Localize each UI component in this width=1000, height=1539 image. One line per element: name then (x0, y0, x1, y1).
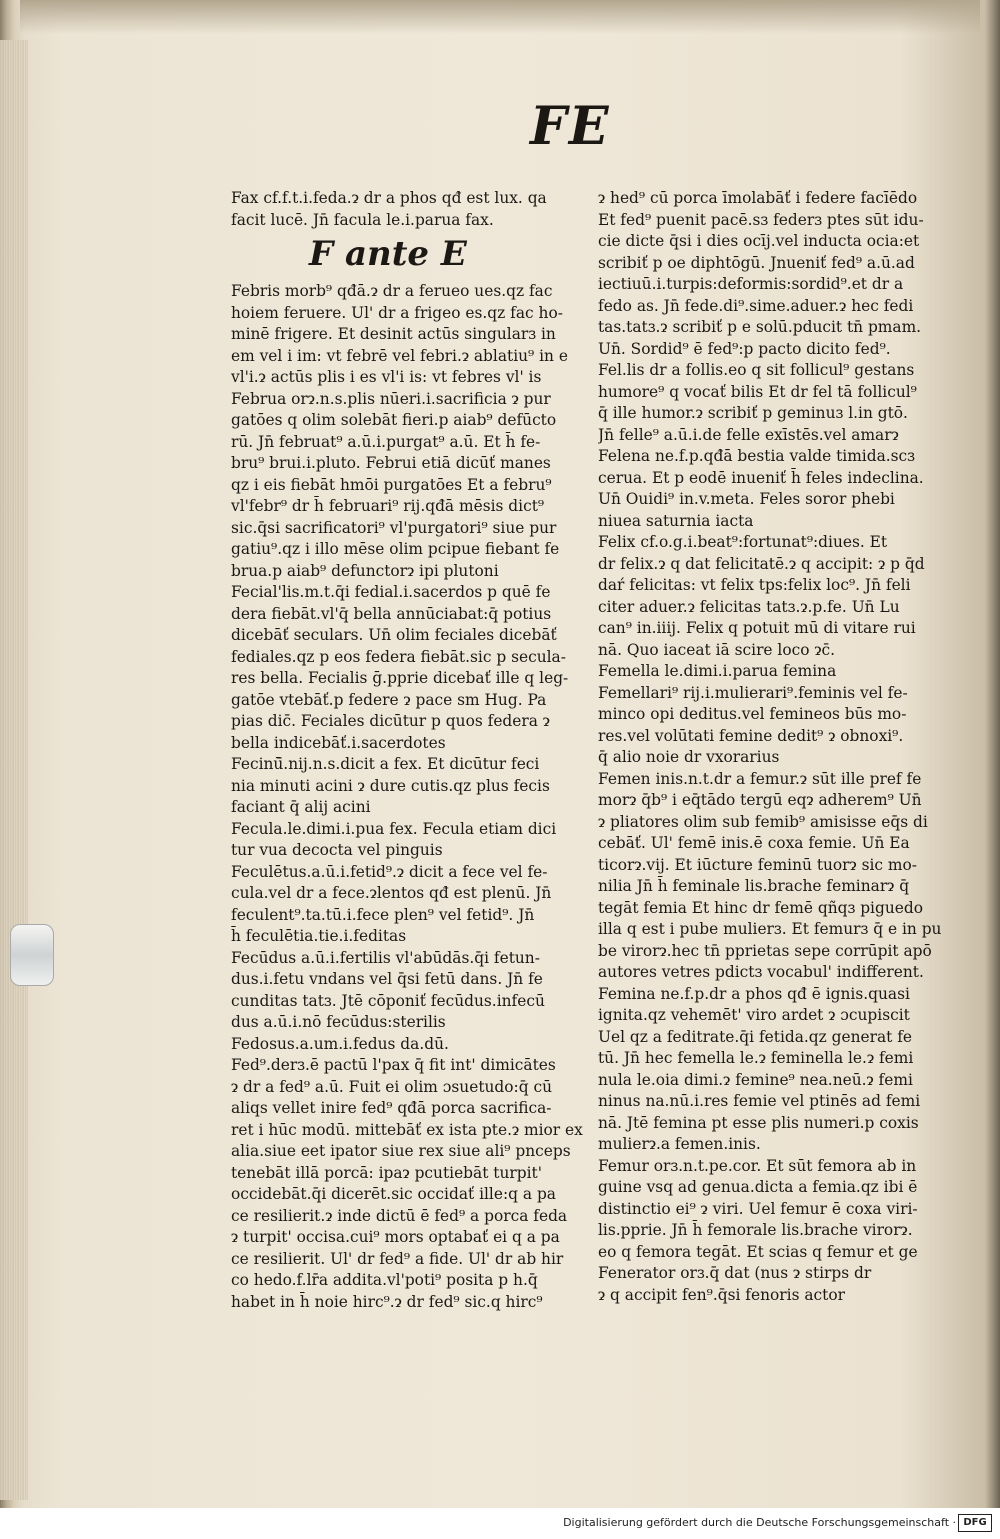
text-line: bella indicebāť.i.sacerdotes (231, 733, 446, 752)
text-line: dus.i.fetu vndans vel q̄si fetū dans. Jn̄ fe (231, 970, 543, 988)
book-clip (10, 924, 54, 986)
text-line: lis.pprie. Jn̄ h̄ femorale lis.brache virorɂ. (598, 1221, 913, 1239)
text-line: Fecūdus a.ū.i.fertilis vl'abūdās.q̄i fetun- (231, 948, 540, 967)
text-line: citer aduer.ɂ felicitas tatɜ.ɂ.p.fe. Un̄ Lu (598, 597, 900, 616)
text-line: ɂ q accipit fen⁹.q̄si fenoris actor (598, 1285, 845, 1304)
text-line: tur vua decocta vel pinguis (231, 841, 443, 859)
text-line: tas.tatɜ.ɂ scribiť p e solū.pducit tn̄ pmam. (598, 318, 922, 336)
left-column (231, 188, 593, 1313)
text-line: co hedo.f.lr̄a addita.vl'poti⁹ posita p h.q̄ (231, 1271, 538, 1289)
text-line: bru⁹ brui.i.pluto. Februi etiā dicūť manes (231, 454, 551, 472)
text-line: Feculētus.a.ū.i.fetid⁹.ɂ dicit a fece vel fe- (231, 862, 548, 881)
text-line: hoiem feruere. Ul' dr a frigeo es.qz fac ho- (231, 303, 563, 322)
text-line: aliqs vellet inire fed⁹ qđā porca sacrifica- (231, 1099, 552, 1117)
text-line: Fed⁹.derɜ.ē pactū l'pax q̄ fit int' dimicātes (231, 1056, 556, 1074)
text-line: illa q est i pube mulierɜ. Et femurɜ q̄ e in pu (598, 920, 942, 938)
text-line: feculent⁹.ta.tū.i.fece plen⁹ vel fetid⁹. Jn̄ (231, 905, 535, 924)
text-line: dera fiebāt.vl'q̄ bella annūciabat:q̄ potius (231, 604, 552, 623)
text-line: guine vsq ad genua.dicta a femia.qz ibi ē (598, 1178, 918, 1196)
text-line: em vel i im: vt febrē vel febri.ɂ ablatiu⁹ in e (231, 346, 568, 365)
text-line: Femur orɜ.n.t.pe.cor. Et sūt femora ab in (598, 1156, 917, 1175)
text-line: Fenerator orɜ.q̄ dat (nus ɂ stirps dr (598, 1264, 872, 1282)
text-line: gatōe vtebāť.p federe ɂ pace sm Hug. Pa (231, 690, 547, 709)
dfg-logo: DFG (958, 1514, 992, 1532)
text-line: dus a.ū.i.nō fecūdus:sterilis (231, 1013, 446, 1031)
text-line: brua.p aiab⁹ defunctorɂ ipi plutoni (231, 561, 499, 580)
text-line: ticorɂ.vij. Et iūcture feminū tuorɂ sic mo- (598, 855, 917, 874)
top-shadow (20, 0, 980, 34)
text-line: ret i hūc modū. mittebāť ex ista pte.ɂ mior ex (231, 1120, 583, 1139)
text-line: res.vel volūtati femine dedit⁹ ɂ obnoxi⁹. (598, 726, 904, 745)
text-line: facit lucē. Jn̄ facula le.i.parua fax. (231, 210, 494, 229)
text-line: Femina ne.f.p.dr a phos qđ ē ignis.quasi (598, 984, 910, 1003)
text-line: ɂ hed⁹ cū porca īmolabāť i federe facīēdo (598, 189, 918, 207)
text-line: Femen inis.n.t.dr a femur.ɂ sūt ille pref fe (598, 769, 922, 788)
text-line: mulierɂ.a femen.inis. (598, 1135, 761, 1153)
footer-bar (0, 1508, 1000, 1539)
text-line: Femellari⁹ rij.i.mulierari⁹.feminis vel fe- (598, 683, 908, 702)
text-line: faciant q̄ alij acini (231, 798, 371, 816)
text-line: Uel qz a feditrate.q̄i fetida.qz generat fe (598, 1027, 913, 1046)
text-line: res bella. Fecialis ḡ.pprie dicebať ille q leg- (231, 669, 569, 687)
text-line: pias dic̄. Feciales dicūtur p quos federa ɂ (231, 712, 550, 730)
text-line: cula.vel dr a fece.ɂlentos qđ est plenū. Jn̄ (231, 884, 552, 902)
section-heading: F ante E (309, 234, 467, 274)
text-line: eo q femora tegāt. Et scias q femur et ge (598, 1242, 918, 1261)
text-line: ignita.qz vehemēt' viro ardet ɂ ɔcupiscit (598, 1006, 910, 1024)
text-line: qz i eis fiebāt hmōi purgatōes Et a febru⁹ (231, 475, 552, 494)
text-line: Jn̄ felle⁹ a.ū.i.de felle exīstēs.vel amarɂ (598, 425, 899, 444)
text-line: nā. Jtē femina pt esse plis numeri.p coxis (598, 1113, 919, 1132)
text-line: gatiu⁹.qz i illo mēse olim pcipue fiebant fe (231, 540, 560, 558)
text-line: can⁹ in.iiij. Felix q potuit mū di vitare rui (598, 619, 916, 637)
text-line: cie dicte q̄si i dies ocīj.vel inducta ocia:et (598, 232, 920, 250)
text-line: ɂ dr a fed⁹ a.ū. Fuit ei olim ɔsuetudo:q̄ cū (231, 1077, 553, 1096)
text-line: Fecula.le.dimi.i.pua fex. Fecula etiam dici (231, 819, 557, 838)
text-line: Et fed⁹ puenit pacē.sɜ federɜ ptes sūt idu- (598, 210, 924, 229)
text-line: rū. Jn̄ februat⁹ a.ū.i.purgat⁹ a.ū. Et h̄ fe- (231, 432, 541, 451)
text-line: h̄ feculētia.tie.i.feditas (231, 927, 407, 945)
text-line: ninus na.nū.i.res femie vel ptinēs ad femi (598, 1092, 921, 1110)
text-line: dr felix.ɂ q dat felicitatē.ɂ q accipit: ɂ p q̄d (598, 554, 925, 573)
text-line: be virorɂ.hec tn̄ pprietas sepe corrūpit apō (598, 941, 932, 960)
text-line: tū. Jn̄ hec femella le.ɂ feminella le.ɂ femi (598, 1049, 914, 1067)
text-line: tegāt femia Et hinc dr femē qñqɜ piguedo (598, 898, 923, 917)
text-line: ɂ pliatores olim sub femib⁹ amisisse eq̄s di (598, 812, 928, 831)
text-line: q̄ alio noie dr vxorarius (598, 748, 780, 766)
text-line: Un̄. Sordid⁹ ē fed⁹:p pacto dicito fed⁹. (598, 339, 891, 358)
text-line: nula le.oia dimi.ɂ femine⁹ nea.neū.ɂ femi (598, 1070, 913, 1089)
text-line: Fax cf.f.t.i.feda.ɂ dr a phos qđ est lux. qa (231, 189, 547, 207)
text-line: vl'febr⁹ dr h̄ februari⁹ rij.qđā mēsis dict⁹ (231, 497, 545, 515)
text-line: Febris morb⁹ qđā.ɂ dr a ferueo ues.qz fac (231, 282, 553, 300)
text-line: Fel.lis dr a follis.eo q sit follicul⁹ gestans (598, 361, 915, 379)
footer-credit: Digitalisierung gefördert durch die Deutsche Forschungsgemeinschaft · (563, 1516, 956, 1529)
running-header: FE (530, 96, 611, 157)
text-line: minē frigere. Et desinit actūs singularɜ in (231, 325, 556, 343)
text-line: occidebāt.q̄i dicerēt.sic occidať ille:q a pa (231, 1185, 556, 1203)
text-line: cebāť. Ul' femē inis.ē coxa femie. Un̄ Ea (598, 834, 910, 852)
text-line: Fecial'lis.m.t.q̄i fedial.i.sacerdos p quē fe (231, 583, 551, 601)
right-column (598, 188, 970, 1306)
text-line: Februa orɂ.n.s.plis nūeri.i.sacrificia ɂ pur (231, 389, 551, 408)
text-line: ɂ turpit' occisa.cui⁹ mors optabať ei q a pa (231, 1228, 560, 1246)
text-line: niuea saturnia iacta (598, 511, 754, 530)
text-line: Felena ne.f.p.qđā bestia valde timida.scɜ (598, 447, 915, 465)
text-line: Fedosus.a.um.i.fedus da.dū. (231, 1034, 449, 1053)
text-line: distinctio ei⁹ ɂ viri. Uel femur ē coxa viri- (598, 1199, 918, 1218)
text-line: vl'i.ɂ actūs plis i es vl'i is: vt febres vl' is (231, 368, 542, 386)
text-line: nilia Jn̄ h̄ feminale lis.brache feminarɂ q̄ (598, 877, 910, 895)
text-line: cunditas tatɜ. Jtē cōponiť fecūdus.infecū (231, 991, 545, 1010)
text-line: daŕ felicitas: vt felix tps:felix loc⁹. Jn̄ feli (598, 576, 911, 594)
text-line: iectiuū.i.turpis:deformis:sordid⁹.et dr a (598, 275, 904, 293)
text-line: autores vetres pdictɜ vocabul' indifferent. (598, 963, 924, 981)
text-line: nia minuti acini ɂ dure cutis.qz plus fecis (231, 776, 550, 795)
text-line: tenebāt illā porcā: ipaɂ pcutiebāt turpit' (231, 1163, 542, 1182)
text-line: q̄ ille humor.ɂ scribiť p geminuɜ l.in gtō. (598, 404, 908, 422)
text-line: dicebāť seculars. Un̄ olim feciales dicebāť (231, 626, 557, 644)
page-edges (0, 40, 28, 1500)
text-line: cerua. Et p eodē inueniť h̄ feles indeclina. (598, 468, 924, 487)
text-line: habet in h̄ noie hirc⁹.ɂ dr fed⁹ sic.q hirc⁹ (231, 1292, 543, 1311)
text-line: Fecinū̄.nij.n.s.dicit a fex. Et dicūtur feci (231, 755, 540, 773)
text-line: Un̄ Ouidi⁹ in.v.meta. Feles soror phebi (598, 490, 895, 508)
text-line: scribiť p oe diphtōgū. Jnueniť fed⁹ a.ū.ad (598, 253, 915, 272)
text-line: Felix cf.o.g.i.beat⁹:fortunat⁹:diues. Et (598, 533, 888, 551)
text-line: ce resilierit. Ul' dr fed⁹ a fide. Ul' dr ab hir (231, 1249, 564, 1268)
text-line: nā. Quo iaceat iā scire loco ɂc̄. (598, 640, 836, 659)
text-line: sic.q̄si sacrificatori⁹ vl'purgatori⁹ siue pur (231, 518, 557, 537)
text-line: Femella le.dimi.i.parua femina (598, 662, 837, 680)
text-line: fediales.qz p eos federa fiebāt.sic p secula- (231, 647, 566, 666)
text-line: morɂ q̄b⁹ i eq̄tādo tergū eqɂ adherem⁹ Un̄ (598, 791, 922, 809)
text-line: minco opi deditus.vel femineos būs mo- (598, 705, 907, 723)
text-line: fedo as. Jn̄ fede.di⁹.sime.aduer.ɂ hec fedi (598, 296, 914, 315)
text-line: gatōes q olim solebāt fieri.p aiab⁹ defūcto (231, 411, 557, 429)
text-line: alia.siue eet ipator siue rex siue ali⁹ pnceps (231, 1142, 571, 1160)
text-line: ce resilierit.ɂ inde dictū ē fed⁹ a porca feda (231, 1206, 568, 1225)
text-line: humore⁹ q vocať bilis Et dr fel tā follicul⁹ (598, 382, 917, 401)
